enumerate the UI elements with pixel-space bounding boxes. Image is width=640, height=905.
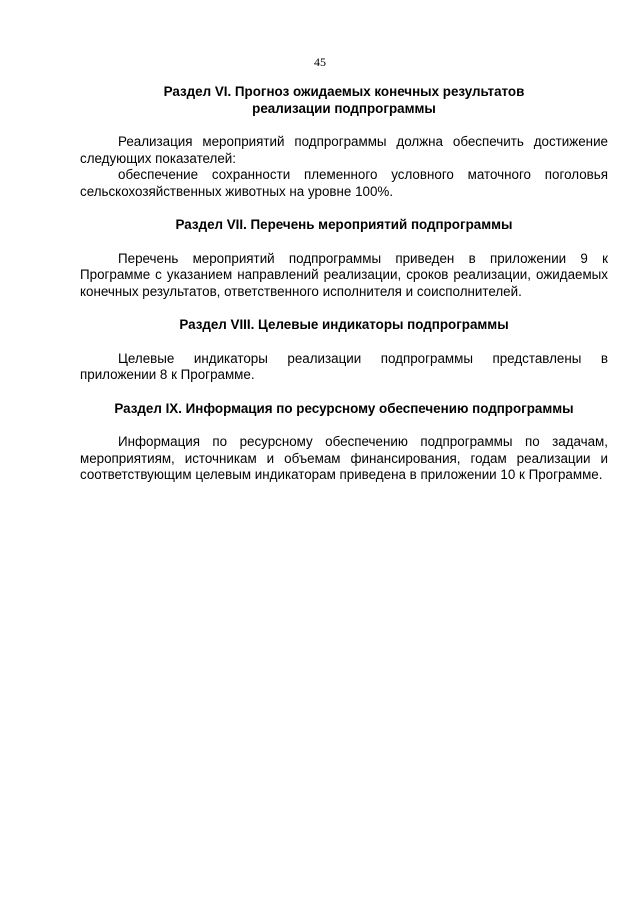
section-9 <box>80 401 608 484</box>
section-7 <box>80 217 608 300</box>
section-6-paragraph-2: обеспечение сохранности племенного условного маточного поголовья сельскохозяйственных животных на уровне 100%. <box>80 167 608 199</box>
section-9-heading: Раздел IX. Информация по ресурсному обеспечению подпрограммы <box>114 400 574 416</box>
section-7-heading: Раздел VII. Перечень мероприятий подпрограммы <box>175 217 513 232</box>
section-9-paragraph-1: Информация по ресурсному обеспечению подпрограммы по задачам, мероприятиям, источникам и объемам финансирования, годам реализации и соответствующим целевым индикаторам приведена в приложении 10 к Программе. <box>80 434 608 482</box>
document-body <box>80 84 608 484</box>
section-6-paragraph-1: Реализация мероприятий подпрограммы должна обеспечить достижение следующих показателей: <box>80 134 608 166</box>
section-7-paragraph-1: Перечень мероприятий подпрограммы приведен в приложении 9 к Программе с указанием направлений реализации, сроков реализации, ожидаемых конечных результатов, ответственного исполнителя и соисполнителей. <box>80 250 608 299</box>
page-number: 45 <box>314 55 326 69</box>
section-6-heading: Раздел VI. Прогноз ожидаемых конечных результатов реализации подпрограммы <box>163 84 525 116</box>
section-6 <box>80 84 608 200</box>
section-8-heading: Раздел VIII. Целевые индикаторы подпрограммы <box>179 317 509 332</box>
section-8-paragraph-1: Целевые индикаторы реализации подпрограммы представлены в приложении 8 к Программе. <box>80 350 608 382</box>
section-8 <box>80 317 608 384</box>
